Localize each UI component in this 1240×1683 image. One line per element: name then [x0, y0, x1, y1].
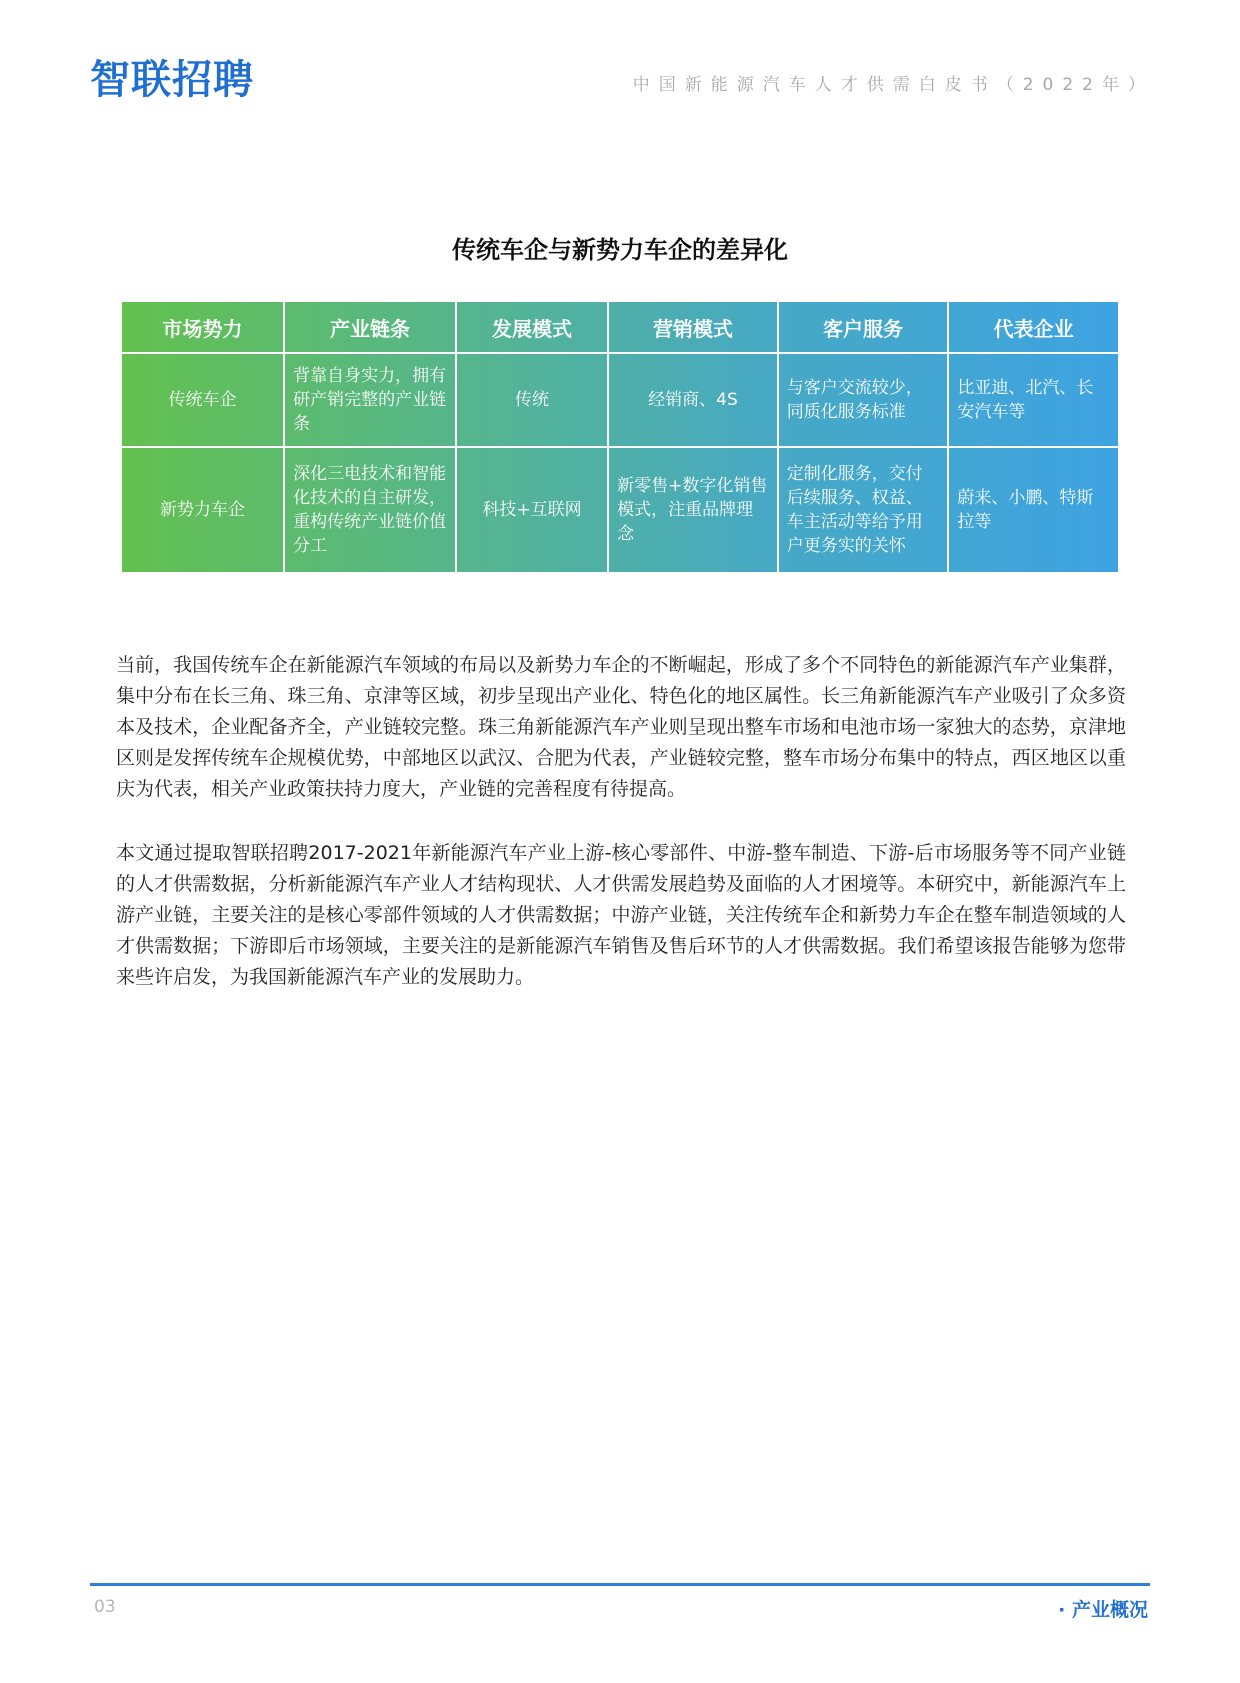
table-cell: 与客户交流较少，同质化服务标准: [778, 353, 949, 447]
header-cell: 产业链条: [284, 301, 456, 353]
page-number: 03: [94, 1597, 116, 1617]
paragraph: 当前，我国传统车企在新能源汽车领域的布局以及新势力车企的不断崛起，形成了多个不同特色的新能源汽车产业集群，集中分布在长三角、珠三角、京津等区域，初步呈现出产业化、特色化的地区属性。长三角新能源汽车产业吸引了众多资本及技术，企业配备齐全，产业链较完整。珠三角新能源汽车产业则呈现出整车市场和电池市场一家独大的态势，京津地区则是发挥传统车企规模优势，中部地区以武汉、合肥为代表，产业链较完整，整车市场分布集中的特点，西区地区以重庆为代表，相关产业政策扶持力度大，产业链的完善程度有待提高。: [116, 654, 1126, 800]
table-cell: 比亚迪、北汽、长安汽车等: [948, 353, 1119, 447]
header-cell: 市场势力: [121, 301, 284, 353]
table-cell: 深化三电技术和智能化技术的自主研发，重构传统产业链价值分工: [284, 447, 456, 573]
table-row: [121, 447, 1119, 573]
table-cell: 蔚来、小鹏、特斯拉等: [948, 447, 1119, 573]
table-cell: 科技+互联网: [456, 447, 608, 573]
comparison-table-container: [120, 300, 1120, 574]
table-header-row: [121, 301, 1119, 353]
header-cell: 营销模式: [608, 301, 778, 353]
comparison-table: [120, 300, 1120, 574]
report-title: 中国新能源汽车人才供需白皮书（2022年）: [632, 75, 1154, 95]
table-cell: 背靠自身实力，拥有研产销完整的产业链条: [284, 353, 456, 447]
zhaopin-logo: 智联招聘: [90, 57, 254, 103]
table-cell: 定制化服务，交付后续服务、权益、车主活动等给予用户更务实的关怀: [778, 447, 949, 573]
header-cell: 客户服务: [778, 301, 949, 353]
section-label: · 产业概况: [1058, 1599, 1148, 1621]
footer-divider: [90, 1583, 1150, 1586]
table-cell: 传统车企: [121, 353, 284, 447]
table-row: [121, 353, 1119, 447]
header-cell: 代表企业: [948, 301, 1119, 353]
table-cell: 新零售+数字化销售模式，注重品牌理念: [608, 447, 778, 573]
body-text: [116, 650, 1126, 1026]
paragraph: 本文通过提取智联招聘2017-2021年新能源汽车产业上游-核心零部件、中游-整车制造、下游-后市场服务等不同产业链的人才供需数据，分析新能源汽车产业人才结构现状、人才供需发展趋势及面临的人才困境等。本研究中，新能源汽车上游产业链，主要关注的是核心零部件领域的人才供需数据；中游产业链，关注传统车企和新势力车企在整车制造领域的人才供需数据；下游即后市场领域，主要关注的是新能源汽车销售及售后环节的人才供需数据。我们希望该报告能够为您带来些许启发，为我国新能源汽车产业的发展助力。: [116, 842, 1126, 988]
table-cell: 经销商、4S: [608, 353, 778, 447]
table-title: 传统车企与新势力车企的差异化: [452, 236, 788, 264]
table-cell: 传统: [456, 353, 608, 447]
table-cell: 新势力车企: [121, 447, 284, 573]
header-cell: 发展模式: [456, 301, 608, 353]
